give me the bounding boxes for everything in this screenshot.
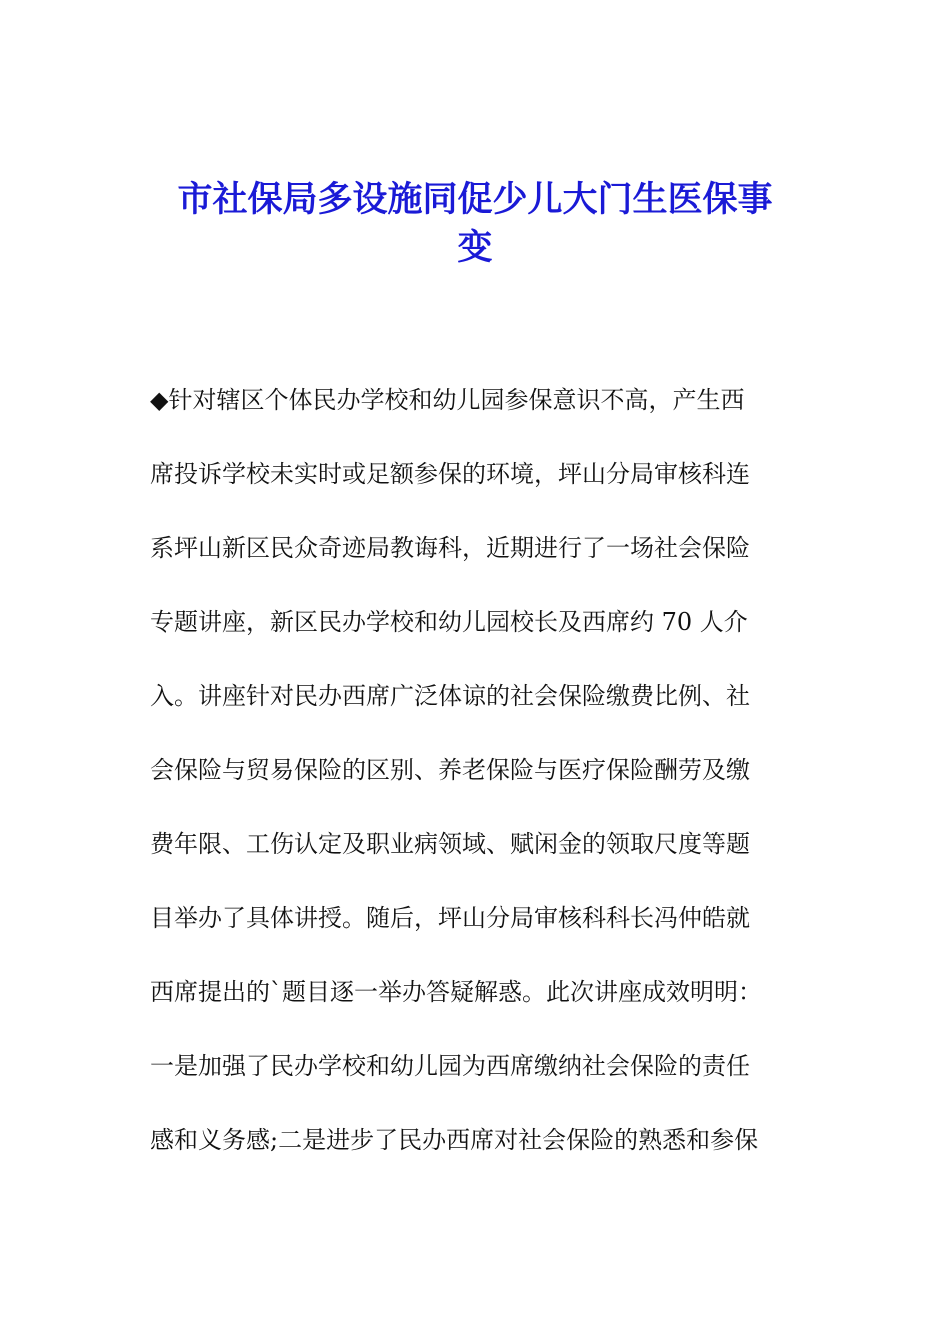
title-line: 市社保局多设施同促少儿大门生医保事 xyxy=(177,179,773,220)
body-line: 目举办了具体讲授。随后，坪山分局审核科科长冯仲皓就 xyxy=(150,904,750,932)
body-line: 系坪山新区民众奇迹局教诲科，近期进行了一场社会保险 xyxy=(150,534,750,562)
body-line: 费年限、工伤认定及职业病领域、赋闲金的领取尺度等题 xyxy=(150,830,750,858)
body-line: 席投诉学校未实时或足额参保的环境，坪山分局审核科连 xyxy=(150,460,750,488)
body-line: 入。讲座针对民办西席广泛体谅的社会保险缴费比例、社 xyxy=(150,682,750,710)
body-paragraph xyxy=(150,370,810,1184)
title-line: 变 xyxy=(457,227,493,268)
body-line: 会保险与贸易保险的区别、养老保险与医疗保险酬劳及缴 xyxy=(150,756,750,784)
document-title xyxy=(130,176,820,272)
body-line: 感和义务感;二是进步了民办西席对社会保险的熟悉和参保 xyxy=(150,1126,759,1154)
body-line: 一是加强了民办学校和幼儿园为西席缴纳社会保险的责任 xyxy=(150,1052,750,1080)
body-line: 西席提出的`题目逐一举办答疑解惑。此次讲座成效明明： xyxy=(150,978,762,1006)
body-line: 专题讲座，新区民办学校和幼儿园校长及西席约 70 人介 xyxy=(150,608,748,636)
body-line: ◆针对辖区个体民办学校和幼儿园参保意识不高，产生西 xyxy=(150,386,745,414)
